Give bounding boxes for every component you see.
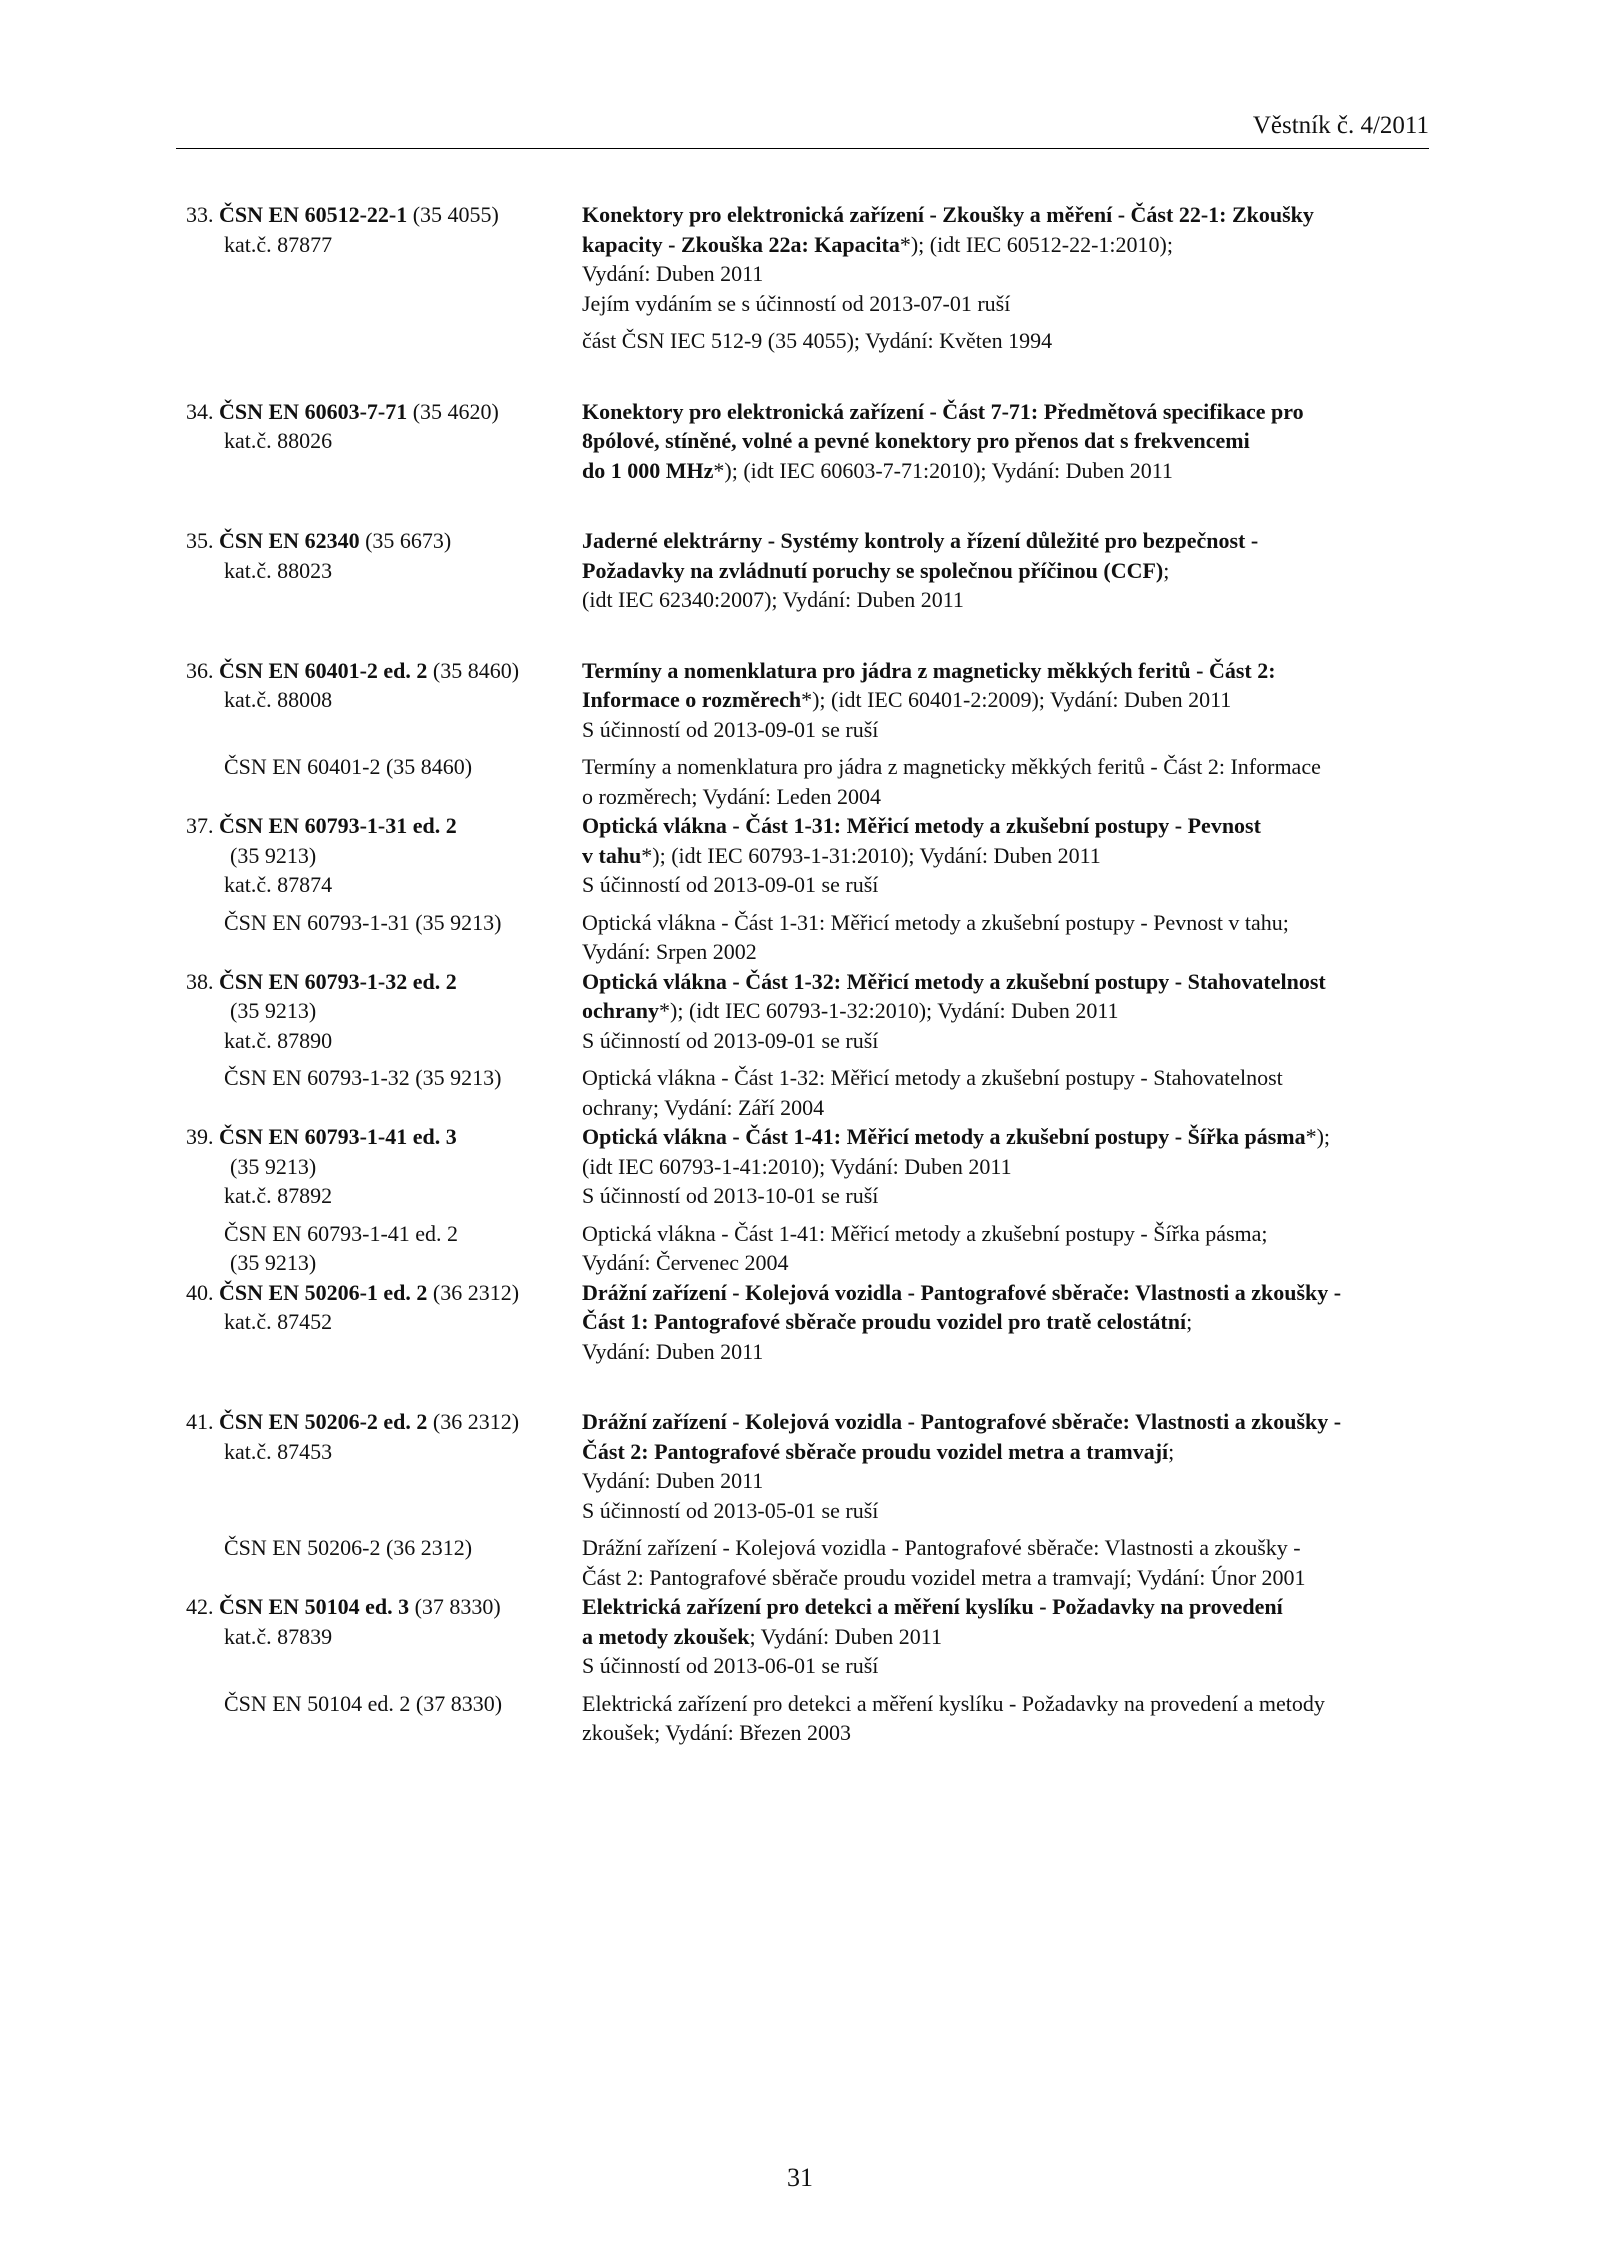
- replaced-line: Vydání: Srpen 2002: [582, 939, 757, 964]
- page-number: 31: [787, 2163, 813, 2192]
- info-line: S účinností od 2013-09-01 se ruší: [582, 716, 879, 742]
- standards-list: [186, 200, 1426, 1748]
- title-suffix: ; Vydání: Duben 2011: [749, 1623, 942, 1649]
- catalog-number: kat.č. 87839: [224, 1623, 333, 1649]
- class-code: (36 2312): [432, 1279, 520, 1305]
- standard-code: ČSN EN 50104 ed. 3: [219, 1594, 410, 1619]
- entry-description: [582, 1278, 1426, 1367]
- entry-description: [582, 656, 1426, 745]
- replaced-line: zkoušek; Vydání: Březen 2003: [582, 1720, 852, 1745]
- title-line: v tahu: [582, 842, 642, 868]
- title-line: Konektory pro elektronická zařízení - Část 7-71: Předmětová specifikace pro: [582, 398, 1304, 424]
- entry-description: [582, 200, 1426, 356]
- class-code: (35 9213): [230, 842, 317, 868]
- standard-code: ČSN EN 60793-1-41 ed. 3: [219, 1124, 457, 1149]
- title-line: Konektory pro elektronická zařízení - Zkoušky a měření - Část 22-1: Zkoušky: [582, 202, 1314, 227]
- replaced-standard: [186, 1063, 1426, 1122]
- title-suffix: *);: [1305, 1124, 1331, 1149]
- replaced-line: Část 2: Pantografové sběrače proudu vozidel metra a tramvají; Vydání: Únor 2001: [582, 1564, 1306, 1590]
- title-line: Optická vlákna - Část 1-31: Měřicí metody a zkušební postupy - Pevnost: [582, 813, 1261, 838]
- title-line: Požadavky na zvládnutí poruchy se společnou příčinou (CCF): [582, 557, 1164, 583]
- title-suffix: *); (idt IEC 60603-7-71:2010); Vydání: Duben 2011: [713, 457, 1173, 483]
- standard-code: ČSN EN 60401-2 ed. 2: [219, 657, 428, 683]
- entry-description: [582, 526, 1426, 615]
- standard-entry-36: [186, 656, 1426, 812]
- title-line: Informace o rozměrech: [582, 687, 802, 712]
- title-line: a metody zkoušek: [582, 1623, 750, 1649]
- entry-number: 42.: [186, 1594, 214, 1619]
- replaced-standard: [186, 908, 1426, 967]
- replaced-line: Optická vlákna - Část 1-31: Měřicí metody a zkušební postupy - Pevnost v tahu;: [582, 909, 1289, 935]
- info-line: S účinností od 2013-09-01 se ruší: [582, 872, 879, 897]
- standard-entry-33: [186, 200, 1426, 356]
- standard-code: ČSN EN 60512-22-1: [219, 202, 408, 227]
- class-code: (36 2312): [432, 1409, 520, 1434]
- entry-description: [582, 1407, 1426, 1525]
- standard-code: ČSN EN 60793-1-31 ed. 2: [219, 813, 457, 838]
- class-code: (37 8330): [414, 1594, 501, 1619]
- entry-number: 39.: [186, 1124, 214, 1149]
- replaced-line: Vydání: Červenec 2004: [582, 1250, 789, 1275]
- catalog-number: kat.č. 87452: [224, 1309, 333, 1334]
- replaced-line: Termíny a nomenklatura pro jádra z magneticky měkkých feritů - Část 2: Informace: [582, 754, 1321, 779]
- title-line: Termíny a nomenklatura pro jádra z magneticky měkkých feritů - Část 2:: [582, 657, 1276, 683]
- standard-entry-35: [186, 526, 1426, 615]
- title-line: Drážní zařízení - Kolejová vozidla - Pantografové sběrače: Vlastnosti a zkoušky -: [582, 1279, 1342, 1305]
- replaced-code: ČSN EN 50206-2 (36 2312): [224, 1535, 473, 1560]
- title-line: Elektrická zařízení pro detekci a měření kyslíku - Požadavky na provedení: [582, 1594, 1283, 1619]
- replaced-standard: [186, 1533, 1426, 1592]
- entry-number: 36.: [186, 657, 214, 683]
- title-line: Část 1: Pantografové sběrače proudu vozidel pro tratě celostátní: [582, 1309, 1187, 1334]
- title-suffix: *); (idt IEC 60793-1-32:2010); Vydání: Duben 2011: [659, 998, 1119, 1023]
- entry-identifiers: [186, 1278, 582, 1367]
- replaced-line: část ČSN IEC 512-9 (35 4055); Vydání: Květen 1994: [582, 328, 1053, 353]
- entry-identifiers: [186, 1122, 582, 1211]
- entry-description: [582, 1122, 1426, 1211]
- info-line: Vydání: Duben 2011: [582, 1468, 764, 1493]
- standard-entry-39: [186, 1122, 1426, 1278]
- replaced-class-code: (35 9213): [230, 1250, 317, 1275]
- entry-description: [582, 811, 1426, 900]
- title-line: Optická vlákna - Část 1-32: Měřicí metody a zkušební postupy - Stahovatelnost: [582, 968, 1326, 994]
- standard-entry-40: [186, 1278, 1426, 1367]
- entry-number: 38.: [186, 968, 214, 994]
- replaced-standard: [186, 1219, 1426, 1278]
- standard-entry-37: [186, 811, 1426, 967]
- title-suffix: *); (idt IEC 60512-22-1:2010);: [899, 231, 1173, 257]
- title-suffix: *); (idt IEC 60793-1-31:2010); Vydání: Duben 2011: [641, 842, 1101, 868]
- catalog-number: kat.č. 87453: [224, 1438, 333, 1464]
- entry-description: [582, 967, 1426, 1056]
- standard-entry-42: [186, 1592, 1426, 1748]
- info-line: (idt IEC 60793-1-41:2010); Vydání: Duben 2011: [582, 1153, 1012, 1179]
- entry-identifiers: [186, 967, 582, 1056]
- standard-entry-38: [186, 967, 1426, 1123]
- info-line: Jejím vydáním se s účinností od 2013-07-01 ruší: [582, 290, 1011, 316]
- info-line: (idt IEC 62340:2007); Vydání: Duben 2011: [582, 587, 964, 612]
- standard-entry-41: [186, 1407, 1426, 1592]
- entry-identifiers: [186, 1407, 582, 1525]
- info-line: Vydání: Duben 2011: [582, 1338, 764, 1364]
- entry-identifiers: [186, 397, 582, 486]
- replaced-code: ČSN EN 60793-1-31 (35 9213): [224, 909, 502, 935]
- info-line: S účinností od 2013-06-01 se ruší: [582, 1653, 879, 1678]
- title-line: ochrany: [582, 998, 659, 1023]
- catalog-number: kat.č. 87877: [224, 231, 333, 257]
- replaced-standard: [186, 752, 1426, 811]
- title-line: 8pólové, stíněné, volné a pevné konektory pro přenos dat s frekvencemi: [582, 428, 1250, 453]
- title-line: kapacity - Zkouška 22a: Kapacita: [582, 231, 900, 257]
- class-code: (35 9213): [230, 1153, 317, 1179]
- title-line: Drážní zařízení - Kolejová vozidla - Pantografové sběrače: Vlastnosti a zkoušky -: [582, 1409, 1342, 1434]
- standard-code: ČSN EN 60603-7-71: [219, 398, 408, 424]
- info-line: S účinností od 2013-05-01 se ruší: [582, 1497, 879, 1523]
- replaced-line: Drážní zařízení - Kolejová vozidla - Pantografové sběrače: Vlastnosti a zkoušky -: [582, 1535, 1301, 1560]
- entry-identifiers: [186, 200, 582, 356]
- entry-number: 35.: [186, 528, 214, 553]
- class-code: (35 4620): [412, 398, 499, 424]
- replaced-line: ochrany; Vydání: Září 2004: [582, 1094, 825, 1120]
- journal-title: Věstník č. 4/2011: [1252, 112, 1429, 139]
- standard-code: ČSN EN 50206-2 ed. 2: [219, 1409, 428, 1434]
- entry-identifiers: [186, 656, 582, 745]
- class-code: (35 6673): [365, 528, 452, 553]
- entry-number: 41.: [186, 1409, 214, 1434]
- title-line: Jaderné elektrárny - Systémy kontroly a řízení důležité pro bezpečnost -: [582, 528, 1259, 553]
- entry-identifiers: [186, 811, 582, 900]
- class-code: (35 9213): [230, 998, 317, 1023]
- entry-number: 40.: [186, 1279, 214, 1305]
- replaced-code: ČSN EN 60401-2 (35 8460): [224, 754, 473, 779]
- entry-description: [582, 397, 1426, 486]
- standard-entry-34: [186, 397, 1426, 486]
- entry-number: 34.: [186, 398, 214, 424]
- replaced-line: Optická vlákna - Část 1-41: Měřicí metody a zkušební postupy - Šířka pásma;: [582, 1220, 1268, 1246]
- catalog-number: kat.č. 88008: [224, 687, 333, 712]
- replaced-code: ČSN EN 50104 ed. 2 (37 8330): [224, 1690, 503, 1716]
- entry-identifiers: [186, 1592, 582, 1681]
- standard-code: ČSN EN 50206-1 ed. 2: [219, 1279, 428, 1305]
- info-line: Vydání: Duben 2011: [582, 261, 764, 286]
- entry-description: [582, 1592, 1426, 1681]
- page-header: [176, 112, 1429, 149]
- standard-code: ČSN EN 62340: [219, 528, 360, 553]
- standard-code: ČSN EN 60793-1-32 ed. 2: [219, 968, 457, 994]
- entry-identifiers: [186, 526, 582, 615]
- title-suffix: *); (idt IEC 60401-2:2009); Vydání: Duben 2011: [801, 687, 1232, 712]
- replaced-code: ČSN EN 60793-1-41 ed. 2: [224, 1220, 459, 1246]
- catalog-number: kat.č. 88023: [224, 557, 333, 583]
- replaced-standard: [186, 1689, 1426, 1748]
- title-line: Optická vlákna - Část 1-41: Měřicí metody a zkušební postupy - Šířka pásma: [582, 1124, 1306, 1149]
- info-line: S účinností od 2013-09-01 se ruší: [582, 1027, 879, 1053]
- replaced-line: Optická vlákna - Část 1-32: Měřicí metody a zkušební postupy - Stahovatelnost: [582, 1065, 1283, 1090]
- title-suffix: ;: [1168, 1438, 1175, 1464]
- title-suffix: ;: [1163, 557, 1170, 583]
- entry-number: 33.: [186, 202, 214, 227]
- info-line: S účinností od 2013-10-01 se ruší: [582, 1183, 879, 1208]
- replaced-code: ČSN EN 60793-1-32 (35 9213): [224, 1065, 502, 1090]
- catalog-number: kat.č. 87890: [224, 1027, 333, 1053]
- class-code: (35 8460): [432, 657, 520, 683]
- title-line: do 1 000 MHz: [582, 457, 714, 483]
- title-suffix: ;: [1186, 1309, 1193, 1334]
- class-code: (35 4055): [412, 202, 499, 227]
- title-line: Část 2: Pantografové sběrače proudu vozidel metra a tramvají: [582, 1438, 1169, 1464]
- catalog-number: kat.č. 87892: [224, 1183, 333, 1208]
- replaced-line: Elektrická zařízení pro detekci a měření kyslíku - Požadavky na provedení a metody: [582, 1690, 1325, 1716]
- entry-number: 37.: [186, 813, 214, 838]
- catalog-number: kat.č. 88026: [224, 428, 333, 453]
- replaced-line: o rozměrech; Vydání: Leden 2004: [582, 783, 881, 809]
- catalog-number: kat.č. 87874: [224, 872, 333, 897]
